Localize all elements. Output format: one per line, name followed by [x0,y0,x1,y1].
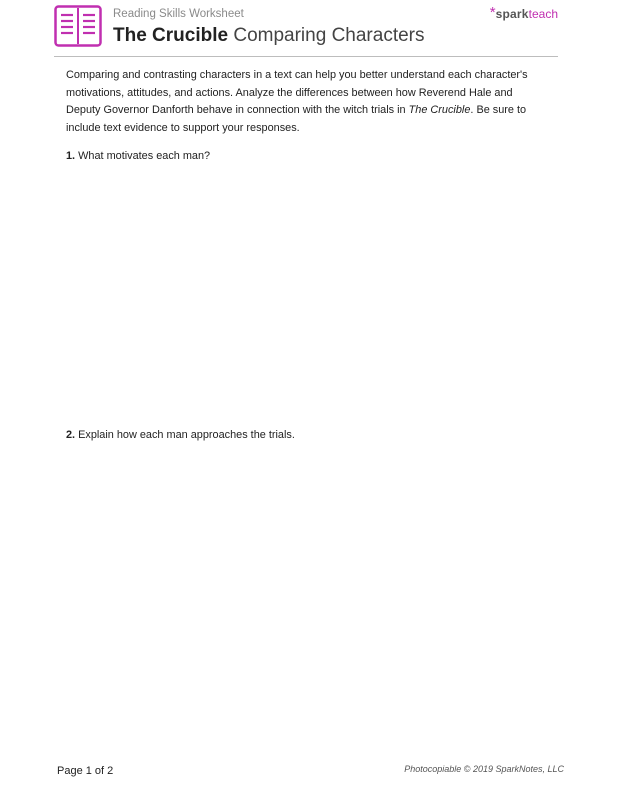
worksheet-header [54,5,558,57]
question-1 [66,150,210,162]
answer-area-2[interactable] [66,449,556,739]
title-topic: Comparing Characters [233,25,425,46]
question-number: 2. [66,429,76,441]
sparkteach-logo [490,5,558,22]
question-2 [66,429,295,441]
question-number: 1. [66,150,76,162]
title-work: The Crucible [113,25,229,46]
worksheet-kicker: Reading Skills Worksheet [113,8,244,20]
logo-star: * [489,4,496,21]
page-title [113,25,425,47]
book-icon [54,5,102,47]
answer-area-1[interactable] [66,170,556,420]
question-text: Explain how each man approaches the trials. [78,429,295,441]
question-text: What motivates each man? [78,150,211,162]
logo-teach: teach [528,7,558,21]
intro-title-italic: The Crucible [408,104,471,117]
logo-spark: spark [495,7,529,21]
copyright-notice: Photocopiable © 2019 SparkNotes, LLC [404,764,564,774]
intro-text-1: Comparing and contrasting characters in a text can help you better understand each character's motivations, attitudes, and actions. Analyze the differences between how Reverend Hale and Deputy Governor Danforth behave in connection with the witch trials in [66,69,528,117]
header-divider [54,56,558,57]
intro-paragraph [66,67,546,137]
intro-text-2: . Be sure to include text evidence to support your responses. [66,104,527,134]
page-number: Page 1 of 2 [57,765,114,777]
